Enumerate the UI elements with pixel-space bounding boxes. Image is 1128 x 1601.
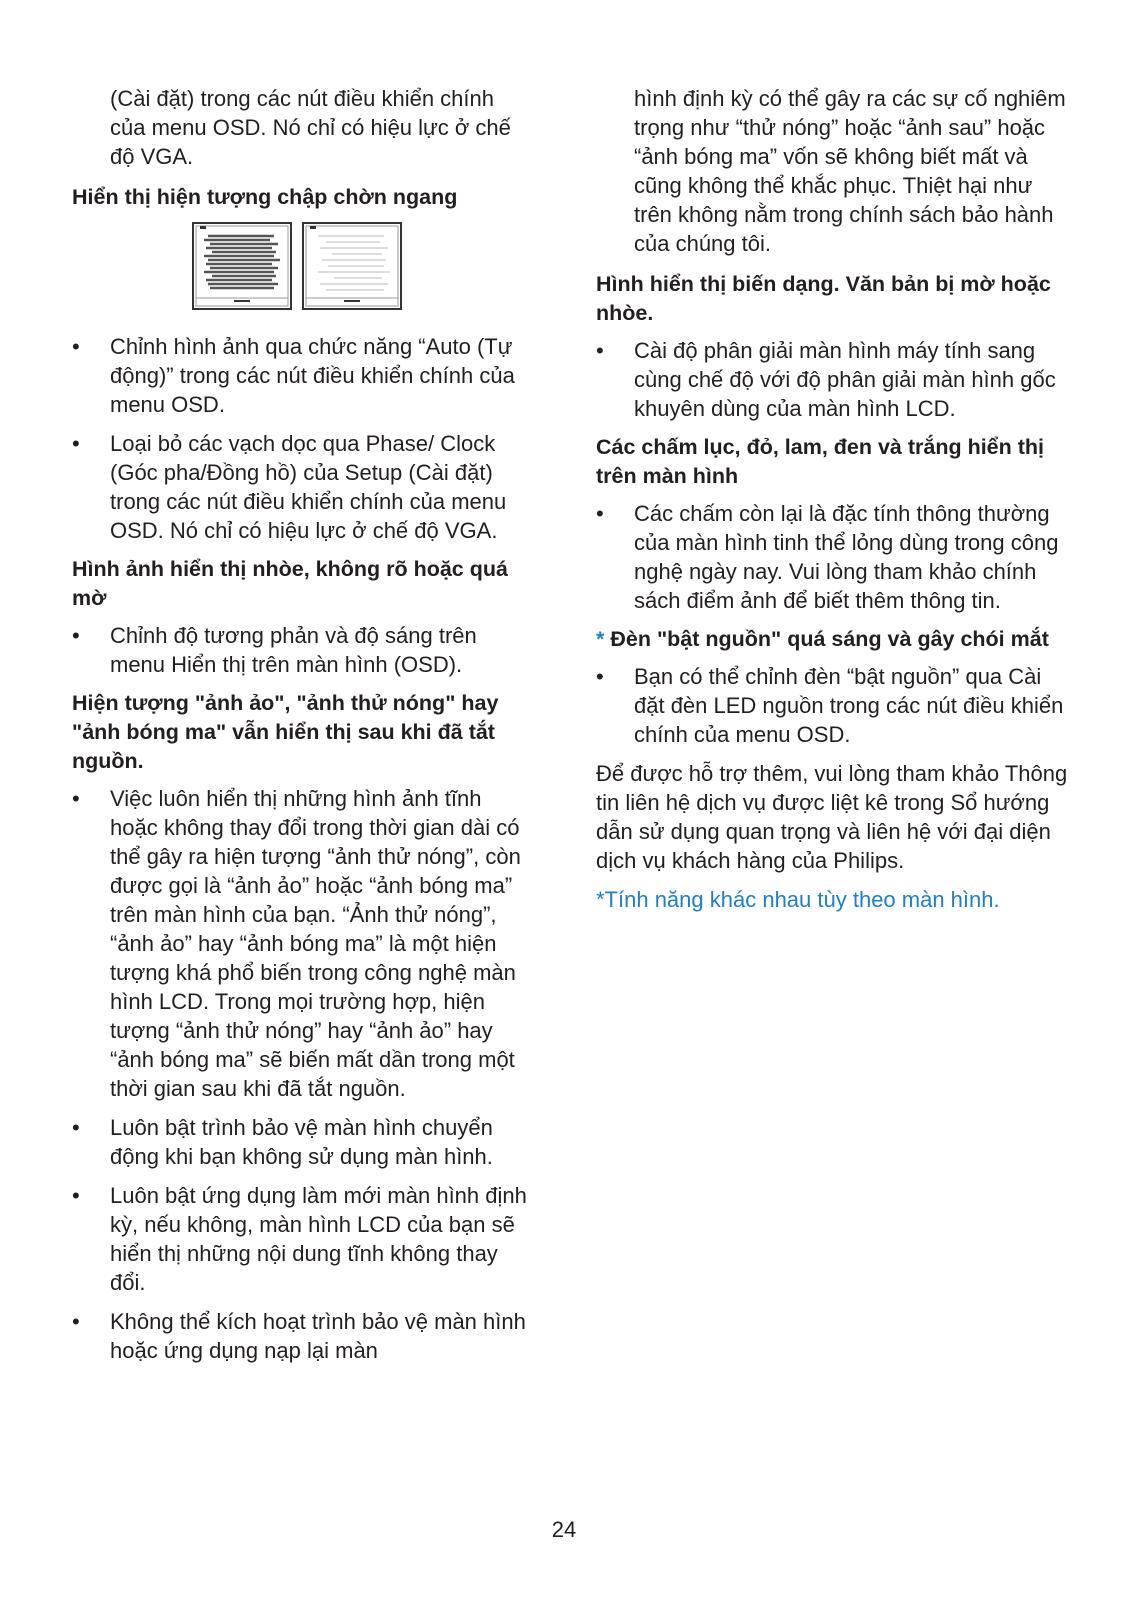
list-item: • Các chấm còn lại là đặc tính thông thường của màn hình tinh thể lỏng dùng trong công nghệ ngày nay. Vui lòng tham khảo chính sách điểm ảnh để biết thêm thông tin.: [596, 501, 1059, 613]
monitor-clear-image: [302, 222, 402, 310]
list-item: • Cài độ phân giải màn hình máy tính sang cùng chế độ với độ phân giải màn hình gốc khuyên dùng của màn hình LCD.: [596, 338, 1056, 421]
continuation-paragraph: hình định kỳ có thể gây ra các sự cố nghiêm trọng như “thử nóng” hoặc “ảnh sau” hoặc “ảnh bóng ma” vốn sẽ không biết mất và cũng không thể khắc phục. Thiệt hại như trên không nằm trong chính sách bảo hành của chúng tôi.: [634, 86, 1066, 256]
heading-power-light: * Đèn "bật nguồn" quá sáng và gây chói mắt: [596, 627, 1049, 651]
left-column: [72, 84, 532, 1375]
monitor-flicker-image: [192, 222, 292, 310]
flicker-illustration: [192, 222, 532, 310]
section3-bullets: [72, 784, 532, 1365]
section2-bullets: [72, 621, 532, 679]
section6-bullets: [596, 662, 1076, 749]
right-column: [596, 84, 1076, 914]
list-item: • Luôn bật ứng dụng làm mới màn hình định kỳ, nếu không, màn hình LCD của bạn sẽ hiển thị những nội dung tĩnh không thay đổi.: [72, 1183, 527, 1295]
list-item: • Loại bỏ các vạch dọc qua Phase/ Clock (Góc pha/Đồng hồ) của Setup (Cài đặt) trong các nút điều khiển chính của menu OSD. Nó chỉ có hiệu lực ở chế độ VGA.: [72, 431, 507, 543]
asterisk-mark: *: [596, 627, 605, 651]
list-item: • Không thể kích hoạt trình bảo vệ màn hình hoặc ứng dụng nạp lại màn: [72, 1309, 526, 1363]
section1-bullets: [72, 332, 532, 545]
page-number: 24: [551, 1517, 577, 1542]
section4-bullets: [596, 336, 1076, 423]
list-item: • Bạn có thể chỉnh đèn “bật nguồn” qua Cài đặt đèn LED nguồn trong các nút điều khiển chính của menu OSD.: [596, 664, 1064, 747]
heading-blurry-image: Hình ảnh hiển thị nhòe, không rõ hoặc quá mờ: [72, 557, 508, 610]
list-item: • Luôn bật trình bảo vệ màn hình chuyển động khi bạn không sử dụng màn hình.: [72, 1115, 493, 1169]
heading-colored-dots: Các chấm lục, đỏ, lam, đen và trắng hiển thị trên màn hình: [596, 435, 1045, 488]
list-item: • Chỉnh hình ảnh qua chức năng “Auto (Tự động)” trong các nút điều khiển chính của menu OSD.: [72, 334, 515, 417]
support-paragraph: Để được hỗ trợ thêm, vui lòng tham khảo Thông tin liên hệ dịch vụ được liệt kê trong Sổ hướng dẫn sử dụng quan trọng và liên hệ với đại diện dịch vụ khách hàng của Philips.: [596, 761, 1068, 873]
heading-horizontal-flicker: Hiển thị hiện tượng chập chờn ngang: [72, 185, 458, 209]
heading-distorted-image: Hình hiển thị biến dạng. Văn bản bị mờ hoặc nhòe.: [596, 272, 1051, 325]
section5-bullets: [596, 499, 1076, 615]
footnote: *Tính năng khác nhau tùy theo màn hình.: [596, 887, 1000, 912]
list-item: • Chỉnh độ tương phản và độ sáng trên menu Hiển thị trên màn hình (OSD).: [72, 623, 477, 677]
intro-paragraph: (Cài đặt) trong các nút điều khiển chính của menu OSD. Nó chỉ có hiệu lực ở chế độ VGA.: [110, 86, 511, 169]
heading-image-retention: Hiện tượng "ảnh ảo", "ảnh thử nóng" hay "ảnh bóng ma" vẫn hiển thị sau khi đã tắt nguồn.: [72, 691, 499, 773]
list-item: • Việc luôn hiển thị những hình ảnh tĩnh hoặc không thay đổi trong thời gian dài có thể gây ra hiện tượng “ảnh thử nóng”, còn được gọi là “ảnh ảo” hoặc “ảnh bóng ma” trên màn hình của bạn. “Ảnh thử nóng”, “ảnh ảo” hay “ảnh bóng ma” là một hiện tượng khá phổ biến trong công nghệ màn hình LCD. Trong mọi trường hợp, hiện tượng “ảnh thử nóng” hay “ảnh ảo” hay “ảnh bóng ma” sẽ biến mất dần trong một thời gian sau khi đã tắt nguồn.: [72, 786, 521, 1101]
